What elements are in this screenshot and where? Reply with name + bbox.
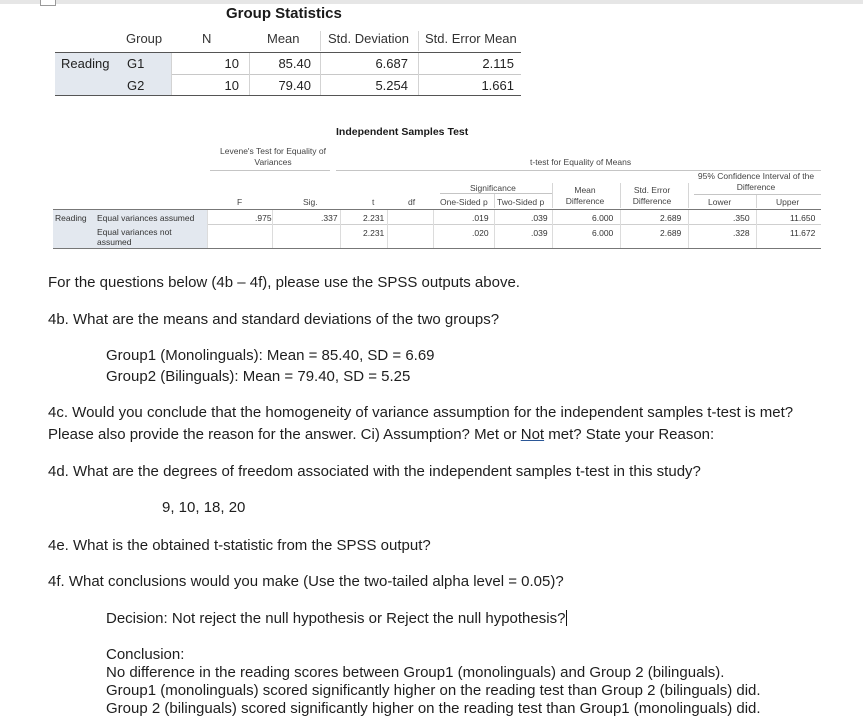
cell-t-row1: 2.231 (363, 213, 385, 223)
row-label-equal-assumed: Equal variances assumed (97, 213, 195, 223)
col-header-two-sided: Two-Sided p (497, 197, 545, 207)
col-header-mean-difference: Mean Difference (565, 185, 605, 206)
column-line (552, 210, 553, 248)
significance-header: Significance (470, 183, 516, 193)
col-header-lower: Lower (708, 197, 732, 207)
column-line (620, 210, 621, 248)
column-line (688, 210, 689, 248)
cell-n-g2: 10 (224, 78, 239, 93)
group-label-g2: G2 (127, 78, 145, 93)
cell-f: .975 (255, 213, 272, 223)
question-4c-line2 (48, 426, 714, 444)
header-divider (620, 183, 621, 208)
cell-mean-diff-row2: 6.000 (592, 228, 614, 238)
cell-one-sided-row2: .020 (472, 228, 489, 238)
column-line (418, 53, 419, 95)
header-divider (756, 195, 757, 208)
question-4c-line1: 4c. Would you conclude that the homogeneity of variance assumption for the independent samples t-test is met? (48, 404, 794, 421)
variable-label: Reading (55, 213, 87, 223)
header-divider (688, 183, 689, 208)
cell-mean-g1: 85.40 (278, 56, 311, 71)
conclusion-label: Conclusion: (106, 646, 185, 663)
cell-upper-row2: 11.672 (790, 228, 816, 238)
header-divider (552, 183, 553, 208)
answer-4b-group2[interactable]: Group2 (Bilinguals): Mean = 79.40, SD = 5.25 (106, 368, 411, 385)
column-line (249, 53, 250, 95)
group-label-g1: G1 (127, 56, 145, 71)
column-line (387, 210, 388, 248)
conclusion-option-3[interactable]: Group 2 (bilinguals) scored significantly higher on the reading test than Group1 (monolinguals) did. (106, 700, 761, 717)
row-label-equal-not-assumed: Equal variances not assumed (97, 227, 172, 247)
col-header-f: F (237, 197, 243, 207)
cell-upper-row1: 11.650 (790, 213, 816, 223)
question-4f: 4f. What conclusions would you make (Use the two-tailed alpha level = 0.05)? (48, 573, 564, 590)
window-edge (40, 0, 56, 6)
cell-n-g1: 10 (224, 56, 239, 71)
header-std-error-mean: Std. Error Mean (425, 31, 517, 46)
independent-samples-table (53, 209, 821, 249)
conclusion-option-2[interactable]: Group1 (monolinguals) scored significantly higher on the reading test than Group 2 (bilinguals) did. (106, 682, 761, 699)
column-line (494, 210, 495, 248)
cell-se-diff-row1: 2.689 (660, 213, 682, 223)
answer-4b-group1[interactable]: Group1 (Monolinguals): Mean = 85.40, SD = 6.69 (106, 347, 435, 364)
col-header-df: df (408, 197, 416, 207)
header-std-deviation: Std. Deviation (328, 31, 409, 46)
variable-label: Reading (61, 56, 110, 71)
header-rule (440, 193, 552, 194)
header-rule (210, 170, 330, 171)
question-4b: 4b. What are the means and standard deviations of the two groups? (48, 311, 500, 328)
decision-text[interactable]: Decision: Not reject the null hypothesis or Reject the null hypothesis? (106, 610, 566, 627)
column-line (207, 210, 208, 248)
cell-mean-g2: 79.40 (278, 78, 311, 93)
group-statistics-title: Group Statistics (226, 5, 342, 22)
answer-4d-options[interactable]: 9, 10, 18, 20 (162, 499, 246, 516)
cell-two-sided-row1: .039 (531, 213, 548, 223)
cell-t-row2: 2.231 (363, 228, 385, 238)
header-group: Group (126, 31, 163, 46)
ttest-header: t-test for Equality of Means (530, 157, 632, 167)
column-line (433, 210, 434, 248)
ci-header: 95% Confidence Interval of the Difference (697, 171, 815, 192)
col-header-one-sided: One-Sided p (440, 197, 488, 207)
row-separator (207, 224, 821, 225)
question-4c-text: Please also provide the reason for the answer. Ci) Assumption? Met or (48, 426, 521, 443)
column-line (272, 210, 273, 248)
col-header-std-error-difference: Std. Error Difference (632, 185, 672, 206)
question-4c-text-end: met? State your Reason: (544, 426, 715, 443)
conclusion-option-1[interactable]: No difference in the reading scores between Group1 (monolinguals) and Group 2 (bilinguals). (106, 664, 725, 681)
cell-lower-row1: .350 (733, 213, 750, 223)
decision-line[interactable] (106, 610, 567, 628)
cell-sd-g1: 6.687 (375, 56, 408, 71)
question-4d: 4d. What are the degrees of freedom associated with the independent samples t-test in this study? (48, 463, 701, 480)
cell-sd-g2: 5.254 (375, 78, 408, 93)
column-line (171, 53, 172, 95)
intro-text: For the questions below (4b – 4f), please use the SPSS outputs above. (48, 274, 520, 291)
header-divider (494, 194, 495, 208)
top-border (0, 0, 863, 4)
header-divider (320, 31, 321, 51)
column-line (340, 210, 341, 248)
cell-se-diff-row2: 2.689 (660, 228, 682, 238)
header-divider (418, 31, 419, 51)
header-rule (694, 194, 821, 195)
col-header-t: t (372, 197, 375, 207)
header-mean: Mean (267, 31, 300, 46)
col-header-upper: Upper (776, 197, 800, 207)
text-cursor (566, 610, 567, 626)
column-line (756, 210, 757, 248)
col-header-sig: Sig. (303, 197, 318, 207)
group-statistics-table (55, 52, 521, 96)
column-line (320, 53, 321, 95)
cell-two-sided-row2: .039 (531, 228, 548, 238)
row-separator (171, 74, 521, 75)
cell-sem-g2: 1.661 (481, 78, 514, 93)
header-n: N (202, 31, 212, 46)
cell-lower-row2: .328 (733, 228, 750, 238)
spellcheck-word-not[interactable]: Not (520, 426, 545, 443)
independent-samples-title: Independent Samples Test (336, 126, 469, 138)
cell-sem-g1: 2.115 (482, 56, 514, 71)
cell-sig: .337 (321, 213, 338, 223)
question-4e: 4e. What is the obtained t-statistic from the SPSS output? (48, 537, 431, 554)
levene-header: Levene's Test for Equality of Variances (220, 146, 326, 167)
cell-mean-diff-row1: 6.000 (592, 213, 614, 223)
cell-one-sided-row1: .019 (472, 213, 489, 223)
